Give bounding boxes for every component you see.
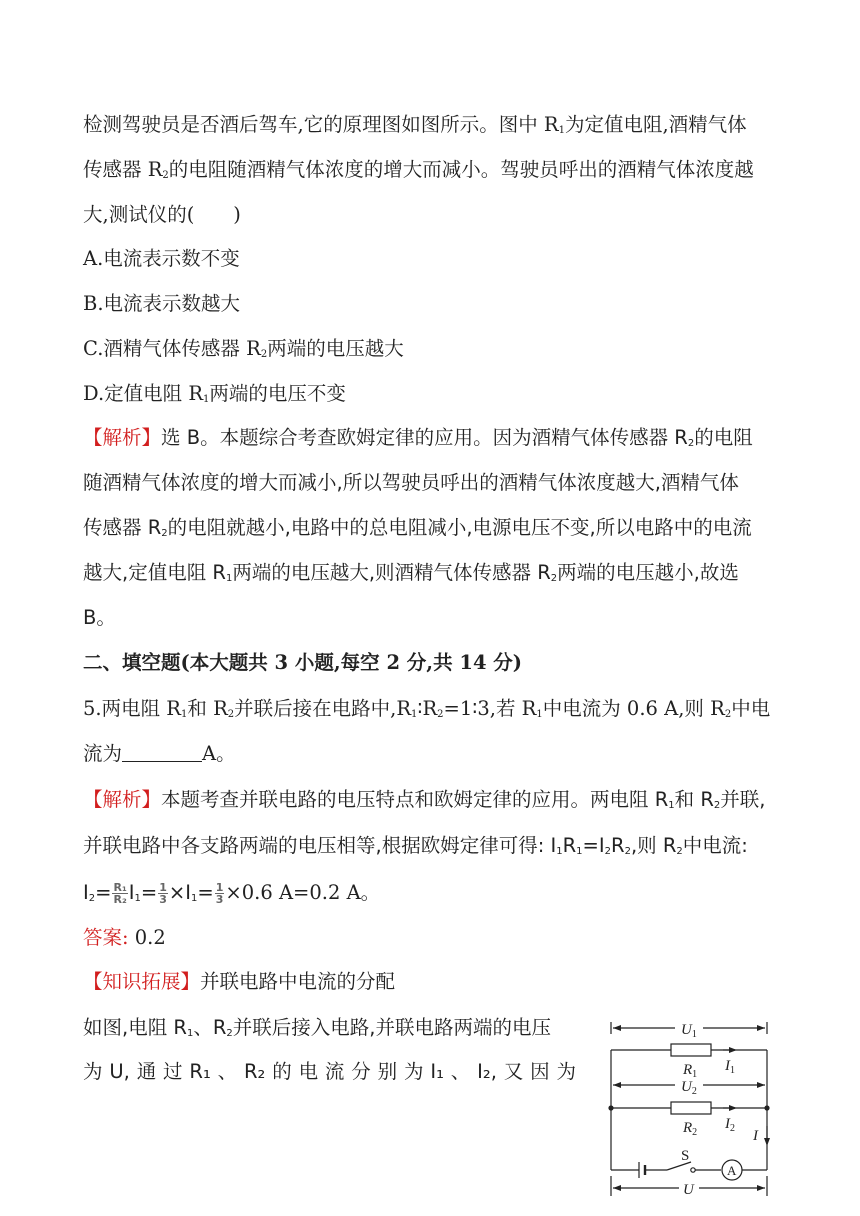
denominator: R₂: [113, 893, 127, 906]
analysis4-line5: B。: [83, 606, 116, 629]
subscript: 2: [604, 846, 611, 857]
text: 中电流为 0.6 A,则 R: [542, 697, 725, 720]
text-part: 电: [298, 1060, 319, 1083]
arrowhead: [613, 1082, 621, 1088]
subscript: 2: [227, 709, 235, 720]
answer-line: [83, 925, 166, 951]
subscript: 2: [88, 893, 96, 904]
subscript: 1: [181, 709, 188, 720]
text: 两端的电压越大: [267, 337, 404, 360]
text: 两端的电压越小,故选: [557, 561, 739, 584]
text-part: 过: [163, 1060, 183, 1083]
analysis4-line1: [83, 425, 753, 451]
analysis5-line2: [83, 833, 748, 859]
subscript: 1: [576, 846, 583, 857]
subscript: 1: [556, 846, 563, 857]
text-part: 为: [556, 1060, 576, 1083]
text: 为定值电阻,酒精气体: [564, 113, 747, 136]
text: 越大,定值电阻 R: [83, 561, 226, 584]
analysis5-line1: [83, 787, 765, 813]
subscript: 2: [724, 709, 732, 720]
text-part: 流: [324, 1060, 345, 1083]
extension-line2: [83, 1059, 576, 1085]
text: =: [197, 881, 214, 904]
text-part: 、: [450, 1060, 471, 1083]
r2-label: $R_2$: [683, 1120, 698, 1138]
text: 并联电路中各支路两端的电压相等,根据欧姆定律可得: I: [83, 834, 557, 857]
resistor-r2: [671, 1102, 711, 1114]
text: 的电阻就越小,电路中的总电阻减小,电源电压不变,所以电路中的电流: [167, 516, 752, 539]
section-heading: 二、填空题(本大题共 3 小题,每空 2 分,共 14 分): [83, 651, 523, 674]
subscript: 1: [536, 709, 543, 720]
numerator: R₁: [113, 881, 127, 894]
text-part: 为: [83, 1060, 103, 1083]
subscript: 1: [191, 893, 198, 904]
text: 传感器 R: [83, 158, 163, 181]
analysis4-line4: [83, 560, 739, 586]
analysis4-line3: [83, 515, 752, 541]
text-part: 因: [530, 1060, 550, 1083]
text: 选 B。本题综合考查欧姆定律的应用。因为酒精气体传感器 R: [161, 426, 688, 449]
fraction-one-third: [158, 882, 168, 905]
text: R: [562, 834, 577, 857]
answer-value: 0.2: [128, 926, 166, 949]
text: =: [95, 881, 112, 904]
arrowhead: [757, 1185, 765, 1191]
text-part: U,: [109, 1060, 130, 1083]
denominator: 3: [215, 893, 224, 906]
text-part: 又: [503, 1060, 524, 1083]
numerator: 1: [159, 881, 167, 894]
parallel-circuit-diagram: [603, 1014, 783, 1199]
text: 和 R: [187, 697, 228, 720]
denominator: 3: [159, 893, 167, 906]
u2-label: $U_2$: [681, 1079, 697, 1097]
text: I: [128, 881, 135, 904]
text: ,则 R: [630, 834, 677, 857]
fraction-one-third: [215, 882, 225, 905]
arrowhead: [757, 1082, 765, 1088]
numerator: 1: [215, 881, 224, 894]
ammeter-label: A: [727, 1163, 737, 1178]
fraction-r1-r2: [112, 882, 127, 905]
text: 并联后接在电路中,R: [234, 697, 412, 720]
i2-label: $I_2$: [725, 1116, 735, 1134]
text: ∶R: [417, 697, 438, 720]
problem5-line1: [83, 696, 770, 722]
option-a: A.电流表示数不变: [83, 247, 240, 270]
junction-node: [608, 1105, 613, 1110]
text: I: [83, 881, 89, 904]
u1-label: $U_1$: [681, 1022, 697, 1040]
subscript: 2: [226, 1028, 233, 1039]
subscript: 1: [411, 709, 418, 720]
text: =: [140, 881, 158, 904]
text: D.定值电阻 R: [83, 382, 204, 405]
text: R: [611, 834, 625, 857]
subscript: 2: [161, 528, 168, 539]
subscript: 2: [713, 800, 721, 811]
extension-tag: 【知识拓展】: [83, 970, 201, 993]
text: 和 R: [674, 788, 714, 811]
subscript: 2: [550, 573, 558, 584]
r1-label: $R_1$: [683, 1062, 698, 1080]
subscript: 2: [676, 846, 683, 857]
extension-title: 并联电路中电流的分配: [200, 970, 396, 993]
text: C.酒精气体传感器 R: [83, 337, 261, 360]
answer-tag: 答案:: [83, 926, 129, 949]
extension-heading: [83, 969, 395, 995]
subscript: 1: [186, 1028, 194, 1039]
text: 的电阻随酒精气体浓度的增大而减小。驾驶员呼出的酒精气体浓度越: [168, 158, 754, 181]
text: ×0.6 A=0.2 A。: [225, 881, 381, 904]
subscript: 1: [225, 573, 233, 584]
subscript: 2: [437, 709, 444, 720]
switch-contact: [691, 1168, 695, 1172]
extension-line1: [83, 1015, 551, 1041]
subscript: 2: [624, 846, 631, 857]
text-part: I₁: [430, 1060, 444, 1083]
problem4-line2: [83, 157, 754, 183]
text: 两端的电压越大,则酒精气体传感器 R: [232, 561, 551, 584]
text: =1∶3,若 R: [443, 697, 537, 720]
option-b: B.电流表示数越大: [83, 292, 241, 315]
i-label: I: [753, 1128, 758, 1144]
text: 5.两电阻 R: [83, 697, 181, 720]
text: =I: [582, 834, 605, 857]
option-d: [83, 381, 346, 407]
text: ×I: [168, 881, 192, 904]
subscript: 2: [162, 170, 169, 181]
resistor-r1: [671, 1044, 711, 1056]
text: 并联后接入电路,并联电路两端的电压: [232, 1016, 551, 1039]
subscript: 1: [558, 125, 565, 136]
text: 两端的电压不变: [209, 382, 346, 405]
subscript: 1: [668, 800, 675, 811]
subscript: 2: [260, 349, 268, 360]
arrowhead: [613, 1025, 621, 1031]
i2-arrowhead: [729, 1105, 737, 1111]
text: 、R: [193, 1016, 227, 1039]
text: 本题考查并联电路的电压特点和欧姆定律的应用。两电阻 R: [161, 788, 669, 811]
text: 流为: [83, 742, 123, 765]
text: 传感器 R: [83, 516, 162, 539]
text: 中电: [731, 697, 771, 720]
problem5-line2: [83, 741, 236, 767]
text-part: 、: [217, 1060, 238, 1083]
text-part: 别: [377, 1060, 398, 1083]
analysis4-line2: 随酒精气体浓度的增大而减小,所以驾驶员呼出的酒精气体浓度越大,酒精气体: [83, 471, 739, 494]
text-part: I₂,: [477, 1060, 497, 1083]
text-part: R₂: [243, 1060, 266, 1083]
option-c: [83, 336, 404, 362]
analysis-tag: 【解析】: [83, 788, 162, 811]
problem4-line3: 大,测试仪的( ): [83, 203, 241, 226]
analysis5-formula: [83, 876, 380, 910]
text: 中电流:: [682, 834, 748, 857]
u-label: U: [683, 1182, 694, 1198]
problem4-line1: [83, 112, 747, 138]
switch-label: S: [681, 1148, 690, 1164]
arrowhead: [757, 1025, 765, 1031]
text: 如图,电阻 R: [83, 1016, 187, 1039]
i1-label: $I_1$: [725, 1058, 735, 1076]
text-part: 分: [351, 1060, 371, 1083]
junction-node: [764, 1105, 769, 1110]
text: 的电阻: [694, 426, 753, 449]
text-part: R₁: [189, 1060, 211, 1083]
i1-arrowhead: [729, 1047, 737, 1053]
text: 并联,: [720, 788, 766, 811]
text: A。: [202, 742, 236, 765]
arrowhead: [613, 1185, 621, 1191]
text-part: 通: [136, 1060, 157, 1083]
text: 检测驾驶员是否酒后驾车,它的原理图如图所示。图中 R: [83, 113, 559, 136]
analysis-tag: 【解析】: [83, 426, 162, 449]
subscript: 1: [203, 394, 210, 405]
answer-blank[interactable]: [122, 743, 202, 762]
subscript: 1: [134, 893, 141, 904]
subscript: 2: [687, 438, 695, 449]
i-arrowhead: [764, 1138, 770, 1146]
text-part: 的: [272, 1060, 292, 1083]
text-part: 为: [404, 1060, 424, 1083]
